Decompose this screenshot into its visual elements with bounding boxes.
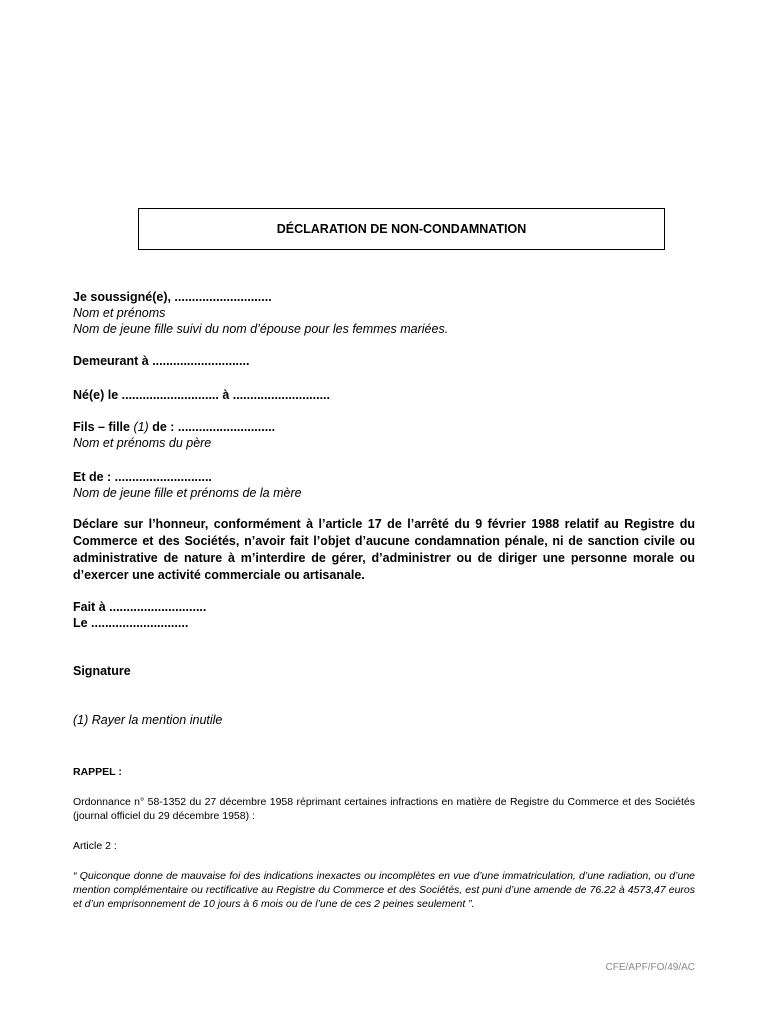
filiation-suffix: de : ............................ bbox=[148, 420, 276, 434]
footer-reference-code: CFE/APF/FO/49/AC bbox=[605, 962, 695, 973]
article-quote: “ Quiconque donne de mauvaise foi des indications inexactes ou incomplètes en vue d’une immatriculation, d’une radiation, ou d’une mention complémentaire ou rectificative au Registre du Commerce et des Sociétés, est puni d’une amende de 76.22 à 4573,47 euros et d’un emprisonnement de 10 jours à 6 mois ou de l’une de ces 2 peines seulement ”. bbox=[73, 870, 695, 910]
soussigne-hint-name: Nom et prénoms bbox=[73, 306, 166, 320]
rappel-title: RAPPEL : bbox=[73, 766, 122, 778]
demeurant-line: Demeurant à ............................ bbox=[73, 354, 250, 368]
filiation-prefix: Fils – fille bbox=[73, 420, 134, 434]
filiation-note-ref: (1) bbox=[133, 420, 149, 434]
declaration-paragraph: Déclare sur l’honneur, conformément à l’article 17 de l’arrêté du 9 février 1988 relatif au Registre du Commerce et des Sociétés, n’avoir fait l’objet d’aucune condamnation pénale, ni de sanction civile ou administrative de nature à m’interdire de gérer, d’administrer ou de diriger une personne morale ou d’exercer une activité commerciale ou artisanale. bbox=[73, 517, 695, 582]
soussigne-hint-maiden: Nom de jeune fille suivi du nom d’épouse pour les femmes mariées. bbox=[73, 322, 449, 336]
mere-hint: Nom de jeune fille et prénoms de la mère bbox=[73, 486, 302, 500]
footnote: (1) Rayer la mention inutile bbox=[73, 713, 223, 727]
soussigne-line: Je soussigné(e), ............................ bbox=[73, 290, 272, 304]
ordonnance-text: Ordonnance n° 58-1352 du 27 décembre 1958 réprimant certaines infractions en matière de Registre du Commerce et des Sociétés (journal officiel du 29 décembre 1958) : bbox=[73, 796, 695, 822]
filiation-line bbox=[73, 419, 275, 435]
document-title: DÉCLARATION DE NON-CONDAMNATION bbox=[138, 208, 665, 250]
mere-line: Et de : ............................ bbox=[73, 470, 212, 484]
fait-a-line: Fait à ............................ bbox=[73, 600, 207, 614]
filiation-hint: Nom et prénoms du père bbox=[73, 436, 212, 450]
naissance-line: Né(e) le ............................ à ............................ bbox=[73, 388, 331, 402]
date-line: Le ............................ bbox=[73, 616, 189, 630]
article-label: Article 2 : bbox=[73, 840, 117, 852]
signature-label: Signature bbox=[73, 664, 131, 678]
